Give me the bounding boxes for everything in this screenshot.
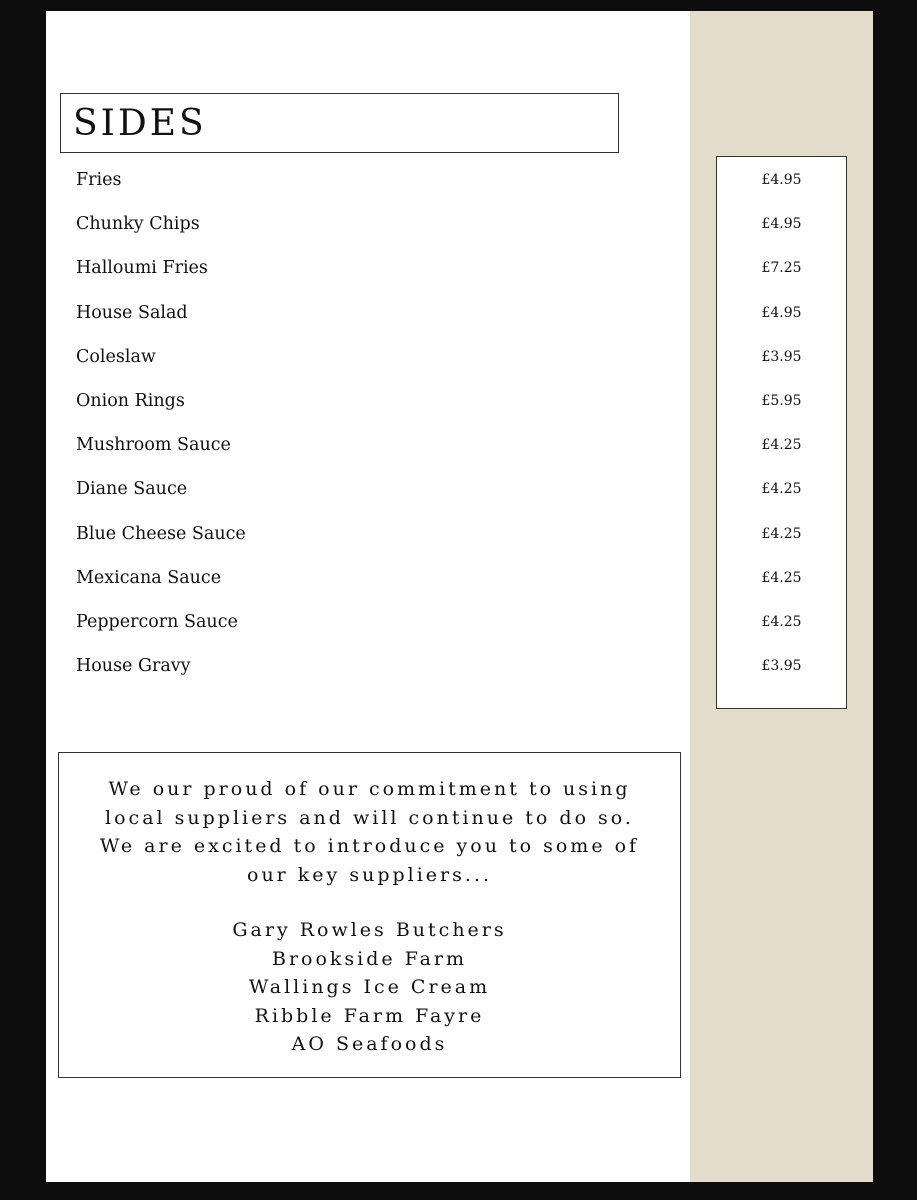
intro-line: our key suppliers... <box>247 864 492 887</box>
section-title: SIDES <box>73 103 207 144</box>
supplier-name: Gary Rowles Butchers <box>232 919 507 941</box>
item-name: Diane Sauce <box>76 479 188 500</box>
item-name: Blue Cheese Sauce <box>76 523 246 544</box>
item-name: House Salad <box>76 302 188 323</box>
supplier-name: Brookside Farm <box>271 947 468 970</box>
supplier-name: Wallings Ice Cream <box>248 976 491 998</box>
suppliers-intro <box>89 775 650 890</box>
item-price: £5.95 <box>761 392 802 409</box>
item-name: Onion Rings <box>76 390 185 411</box>
price-column-box <box>716 156 847 709</box>
item-price: £7.25 <box>761 260 802 277</box>
intro-line: We are excited to introduce you to some of <box>99 835 640 858</box>
item-price: £4.95 <box>761 172 802 188</box>
intro-line: We our proud of our commitment to using <box>108 778 631 800</box>
section-title-box <box>60 93 619 153</box>
item-name: Fries <box>76 170 122 190</box>
item-name: Chunky Chips <box>76 214 200 235</box>
supplier-name: Ribble Farm Fayre <box>254 1004 485 1027</box>
item-price: £3.95 <box>761 658 802 675</box>
supplier-name: AO Seafoods <box>291 1033 448 1055</box>
item-price: £4.25 <box>761 481 802 498</box>
item-price: £3.95 <box>761 348 802 365</box>
item-list <box>76 166 636 696</box>
price-list <box>717 166 846 696</box>
item-price: £4.25 <box>761 437 802 454</box>
item-name: Mushroom Sauce <box>76 435 231 456</box>
item-price: £4.25 <box>761 525 802 542</box>
item-name: Halloumi Fries <box>76 258 208 279</box>
intro-line: local suppliers and will continue to do so. <box>105 806 634 829</box>
item-price: £4.25 <box>761 569 802 586</box>
item-name: House Gravy <box>76 656 191 677</box>
supplier-list <box>59 916 680 1059</box>
item-name: Mexicana Sauce <box>76 567 222 588</box>
suppliers-box <box>58 752 681 1078</box>
item-price: £4.95 <box>761 216 802 233</box>
menu-page <box>46 11 873 1182</box>
item-price: £4.95 <box>761 304 802 321</box>
item-name: Coleslaw <box>76 346 156 367</box>
item-price: £4.25 <box>761 613 802 630</box>
item-name: Peppercorn Sauce <box>76 611 238 632</box>
